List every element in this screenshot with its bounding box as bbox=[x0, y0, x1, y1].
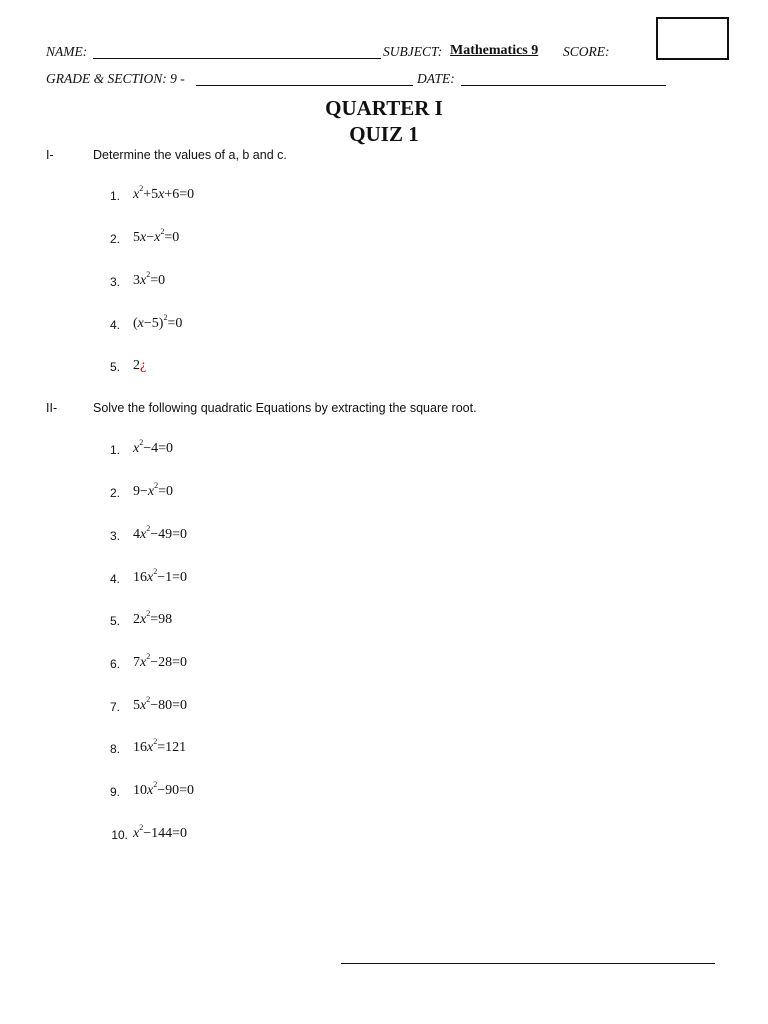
date-label: DATE: bbox=[417, 71, 455, 86]
s2-item-1-equation: $x^2-4=0$ bbox=[133, 438, 174, 456]
s2-item-10-number: 10. bbox=[111, 828, 128, 842]
s1-item-2-equation: $5x-x^2=0$ bbox=[133, 227, 180, 245]
s2-item-6-number: 6. bbox=[109, 657, 120, 671]
s1-item-5-equation bbox=[133, 358, 146, 374]
s1-item-4-equation: $(x-5)^2=0$ bbox=[133, 313, 183, 331]
s2-item-7-equation: $5x^2-80=0$ bbox=[133, 695, 188, 713]
subject-label: SUBJECT: bbox=[383, 44, 443, 59]
s2-item-4-equation: $16x^2-1=0$ bbox=[133, 567, 188, 585]
s1-item-4-number: 4. bbox=[109, 318, 120, 332]
s2-item-5-number: 5. bbox=[109, 614, 120, 628]
s2-item-3-number: 3. bbox=[109, 529, 120, 543]
score-box[interactable] bbox=[656, 17, 729, 60]
s1-item-3-equation: $3x^2=0$ bbox=[133, 270, 166, 288]
s2-item-2-equation: $9-x^2=0$ bbox=[133, 481, 174, 499]
subject-value: Mathematics 9 bbox=[450, 43, 539, 58]
s1-item-5-number: 5. bbox=[109, 360, 120, 374]
s1-item-1-equation: $x^2+5x+6=0$ bbox=[133, 184, 195, 202]
name-underline[interactable] bbox=[93, 58, 381, 59]
s2-item-3-equation: $4x^2-49=0$ bbox=[133, 524, 188, 542]
s2-item-9-equation: $10x^2-90=0$ bbox=[133, 780, 195, 798]
s1-item-1-number: 1. bbox=[109, 189, 120, 203]
section-2-instruction: Solve the following quadratic Equations by extracting the square root. bbox=[93, 401, 477, 415]
quiz-title: QUIZ 1 bbox=[349, 122, 419, 146]
date-underline[interactable] bbox=[461, 85, 666, 86]
s2-item-10-equation: $x^2-144=0$ bbox=[133, 823, 188, 841]
s2-item-8-equation: $16x^2=121$ bbox=[133, 737, 187, 755]
s2-item-9-number: 9. bbox=[109, 785, 120, 799]
s2-item-6-equation: $7x^2-28=0$ bbox=[133, 652, 188, 670]
s2-item-7-number: 7. bbox=[109, 700, 120, 714]
grade-section-underline[interactable] bbox=[196, 85, 413, 86]
quarter-title: QUARTER I bbox=[325, 96, 443, 120]
s2-item-5-equation: $2x^2=98$ bbox=[133, 609, 173, 627]
s2-item-2-number: 2. bbox=[109, 486, 120, 500]
s1-item-2-number: 2. bbox=[109, 232, 120, 246]
s2-item-8-number: 8. bbox=[109, 742, 120, 756]
section-1-number: I- bbox=[46, 148, 54, 162]
s2-item-4-number: 4. bbox=[109, 572, 120, 586]
s1-item-5-broken-glyph: ¿ bbox=[140, 358, 147, 373]
section-1-instruction: Determine the values of a, b and c. bbox=[93, 148, 287, 162]
section-2-number: II- bbox=[46, 401, 58, 415]
s1-item-3-number: 3. bbox=[109, 275, 120, 289]
grade-section-label: GRADE & SECTION: 9 - bbox=[46, 71, 185, 86]
s2-item-1-number: 1. bbox=[109, 443, 120, 457]
signature-line[interactable] bbox=[341, 963, 715, 964]
s1-item-5-text: 2 bbox=[133, 358, 140, 373]
score-label: SCORE: bbox=[563, 44, 610, 59]
name-label: NAME: bbox=[46, 44, 88, 59]
